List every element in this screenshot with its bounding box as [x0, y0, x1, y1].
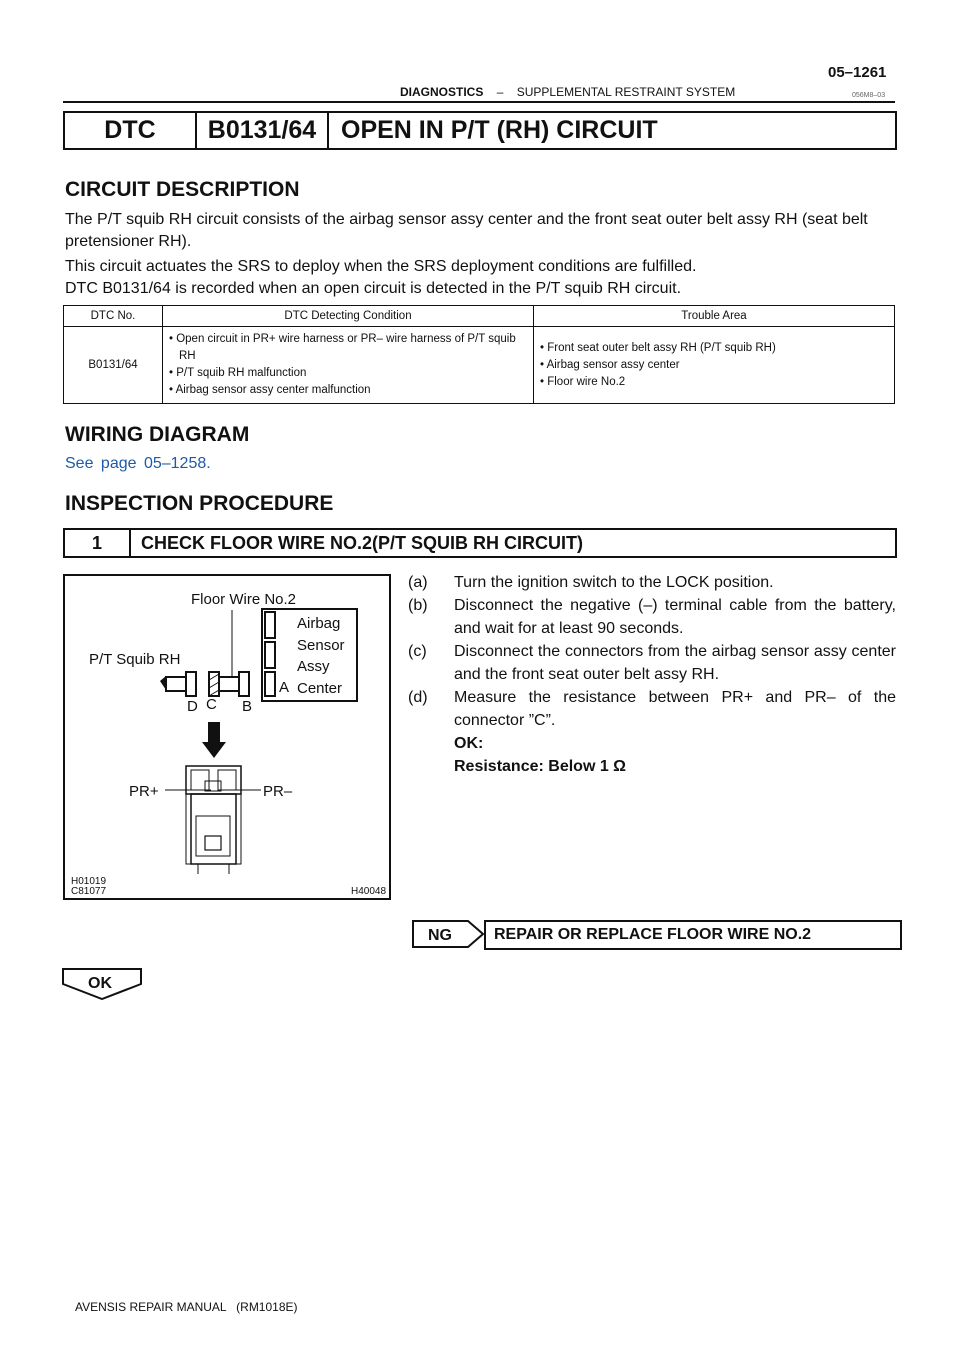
connector-c: [209, 672, 219, 696]
arrow-shaft: [208, 722, 220, 744]
step-text: Turn the ignition switch to the LOCK position.: [454, 574, 774, 591]
section-name: DIAGNOSTICS: [400, 85, 484, 99]
label-pr-minus: PR–: [263, 783, 293, 800]
figure-code-2: C81077: [71, 886, 107, 897]
trouble-item: • Floor wire No.2: [540, 375, 626, 388]
title-description: OPEN IN P/T (RH) CIRCUIT: [341, 116, 658, 144]
running-header: [400, 85, 735, 99]
table-header-row: [64, 306, 895, 327]
col-header-trouble-area: Trouble Area: [534, 306, 895, 327]
step-number: 1: [65, 530, 131, 556]
label-assy: Assy: [297, 658, 330, 675]
step-text: Disconnect the connectors from the airbag sensor assy center and the front seat outer belt assy RH.: [454, 643, 896, 683]
condition-item: • Open circuit in PR+ wire harness or PR– wire harness of P/T squib RH: [169, 333, 516, 362]
step-d: [408, 686, 896, 732]
ok-label: OK: [88, 975, 112, 992]
sensor-connector-slot: [265, 642, 275, 668]
ok-tag: [62, 968, 142, 1000]
step-text: Measure the resistance between PR+ and PR– of the connector ”C”.: [454, 689, 896, 729]
header-dash: –: [496, 85, 504, 99]
trouble-item: • Front seat outer belt assy RH (P/T squib RH): [540, 341, 776, 354]
cell-trouble-areas: [534, 327, 895, 404]
cell-dtc-no: B0131/64: [64, 327, 163, 404]
arrow-head-icon: [202, 742, 226, 758]
step-label: (a): [408, 574, 428, 591]
inspection-procedure-heading: INSPECTION PROCEDURE: [65, 492, 334, 515]
col-header-condition: DTC Detecting Condition: [163, 306, 534, 327]
procedure-steps: [408, 571, 896, 778]
label-connector-b: B: [242, 698, 253, 715]
circuit-description-p1: The P/T squib RH circuit consists of the airbag sensor assy center and the front seat outer belt assy RH (seat belt pretensioner RH).: [65, 211, 868, 250]
see-page-link[interactable]: See page 05–1258.: [65, 455, 211, 472]
step-a: [408, 571, 896, 594]
condition-item: • P/T squib RH malfunction: [169, 367, 307, 379]
cell-conditions: [163, 327, 534, 404]
col-header-dtc-no: DTC No.: [64, 306, 163, 327]
step-label: (d): [408, 689, 428, 706]
step-label: (b): [408, 597, 428, 614]
resistance-spec: Resistance: Below 1 Ω: [454, 758, 626, 775]
ng-tag: [412, 920, 484, 948]
doc-code: 056M8–03: [852, 92, 886, 99]
sensor-connector-slot: [265, 612, 275, 638]
subsection-name: SUPPLEMENTAL RESTRAINT SYSTEM: [516, 85, 736, 99]
label-sensor: Sensor: [297, 637, 345, 654]
label-floor-wire: Floor Wire No.2: [191, 591, 297, 608]
step-text: Disconnect the negative (–) terminal cable from the battery, and wait for at least 90 seconds.: [454, 597, 896, 637]
figure-code-1: H01019: [71, 876, 107, 887]
label-connector-d: D: [187, 698, 198, 715]
connector-figure: [63, 574, 391, 900]
label-squib: P/T Squib RH: [89, 651, 181, 668]
ng-label: NG: [428, 927, 452, 944]
ng-action-box: REPAIR OR REPLACE FLOOR WIRE NO.2: [484, 920, 902, 950]
floor-wire-body: [219, 677, 239, 691]
label-connector-a: A: [279, 679, 290, 696]
step-c: [408, 640, 896, 686]
step-label: (c): [408, 643, 427, 660]
page-number: 05–1261: [828, 64, 887, 81]
header-rule: [63, 101, 895, 103]
step-title: CHECK FLOOR WIRE NO.2(P/T SQUIB RH CIRCUIT): [141, 532, 583, 553]
label-center: Center: [297, 680, 343, 697]
figure-code-3: H40048: [351, 886, 387, 897]
title-code: B0131/64: [197, 113, 329, 148]
squib-body: [166, 677, 186, 691]
title-dtc: DTC: [65, 113, 197, 148]
step-b: [408, 594, 896, 640]
condition-item: • Airbag sensor assy center malfunction: [169, 384, 371, 396]
label-connector-c: C: [206, 696, 217, 713]
table-row: [64, 327, 895, 404]
connector-b: [239, 672, 249, 696]
sensor-connector-slot: [265, 672, 275, 696]
circuit-description-p2: This circuit actuates the SRS to deploy when the SRS deployment conditions are fulfilled.: [65, 258, 697, 275]
circuit-description-p3: DTC B0131/64 is recorded when an open circuit is detected in the P/T squib RH circuit.: [65, 280, 682, 297]
footer-manual-title: AVENSIS REPAIR MANUAL (RM1018E): [75, 1300, 298, 1314]
connector-face-body: [191, 794, 236, 864]
label-airbag: Airbag: [297, 615, 341, 632]
label-pr-plus: PR+: [129, 783, 159, 800]
dtc-table: [63, 305, 895, 404]
step-1-bar: [63, 528, 897, 558]
circuit-description-heading: CIRCUIT DESCRIPTION: [65, 178, 300, 201]
wiring-diagram-heading: WIRING DIAGRAM: [65, 423, 250, 446]
dtc-title-box: [63, 111, 897, 150]
connector-d: [186, 672, 196, 696]
connector-diagram: [65, 576, 389, 898]
ok-criteria-label: OK:: [454, 735, 484, 752]
trouble-item: • Airbag sensor assy center: [540, 358, 680, 371]
